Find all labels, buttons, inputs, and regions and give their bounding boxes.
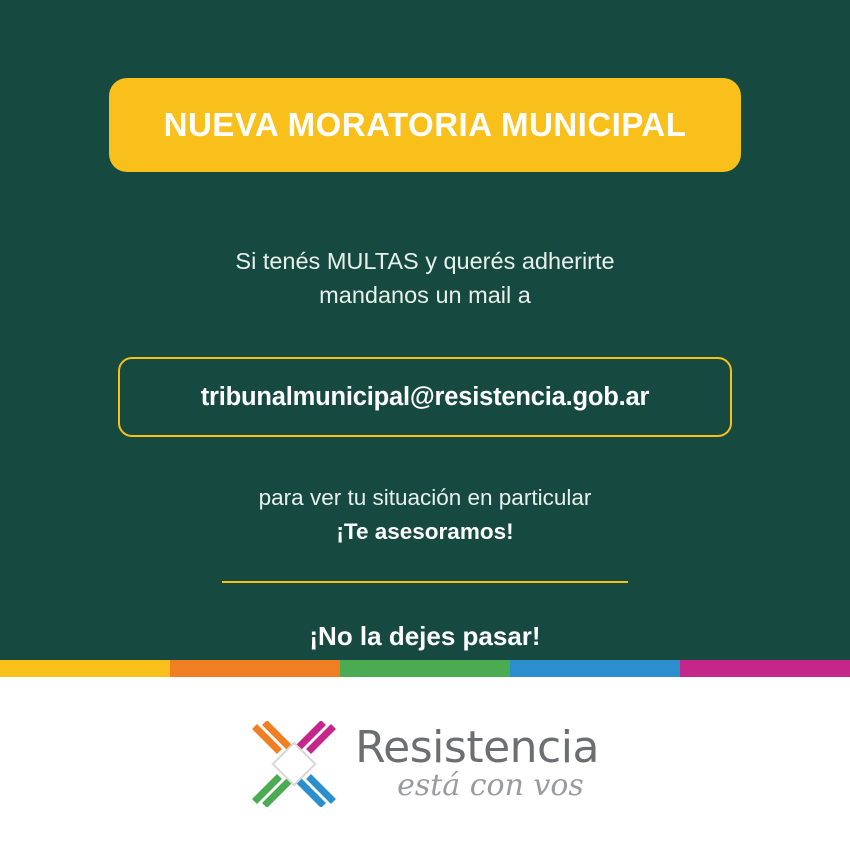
situation-line: para ver tu situación en particular (258, 485, 592, 510)
logo (251, 721, 599, 807)
intro-line-2: mandanos un mail a (319, 282, 531, 308)
email-box[interactable] (118, 357, 732, 437)
stripe-segment-blue (510, 660, 680, 677)
logo-name: Resistencia (355, 721, 599, 773)
stripe-segment-green (340, 660, 510, 677)
stripe-segment-orange (170, 660, 340, 677)
intro-line-1: Si tenés MULTAS y querés adherirte (235, 248, 615, 274)
logo-tagline: está con vos (397, 767, 584, 803)
stripe-segment-yellow (0, 660, 170, 677)
situation-text (259, 485, 592, 545)
title-banner (109, 78, 741, 172)
closing-line: ¡No la dejes pasar! (309, 621, 541, 651)
divider (222, 581, 628, 583)
page-title: NUEVA MORATORIA MUNICIPAL (163, 106, 687, 143)
email-address[interactable]: tribunalmunicipal@resistencia.gob.ar (200, 382, 650, 411)
stripe-segment-magenta (680, 660, 850, 677)
intro-text (235, 244, 614, 312)
color-stripe (0, 660, 850, 677)
footer-bar (0, 677, 850, 850)
resistencia-weave-logo-icon (251, 721, 337, 807)
advice-line: ¡Te asesoramos! (336, 519, 514, 544)
logo-text (355, 721, 599, 803)
